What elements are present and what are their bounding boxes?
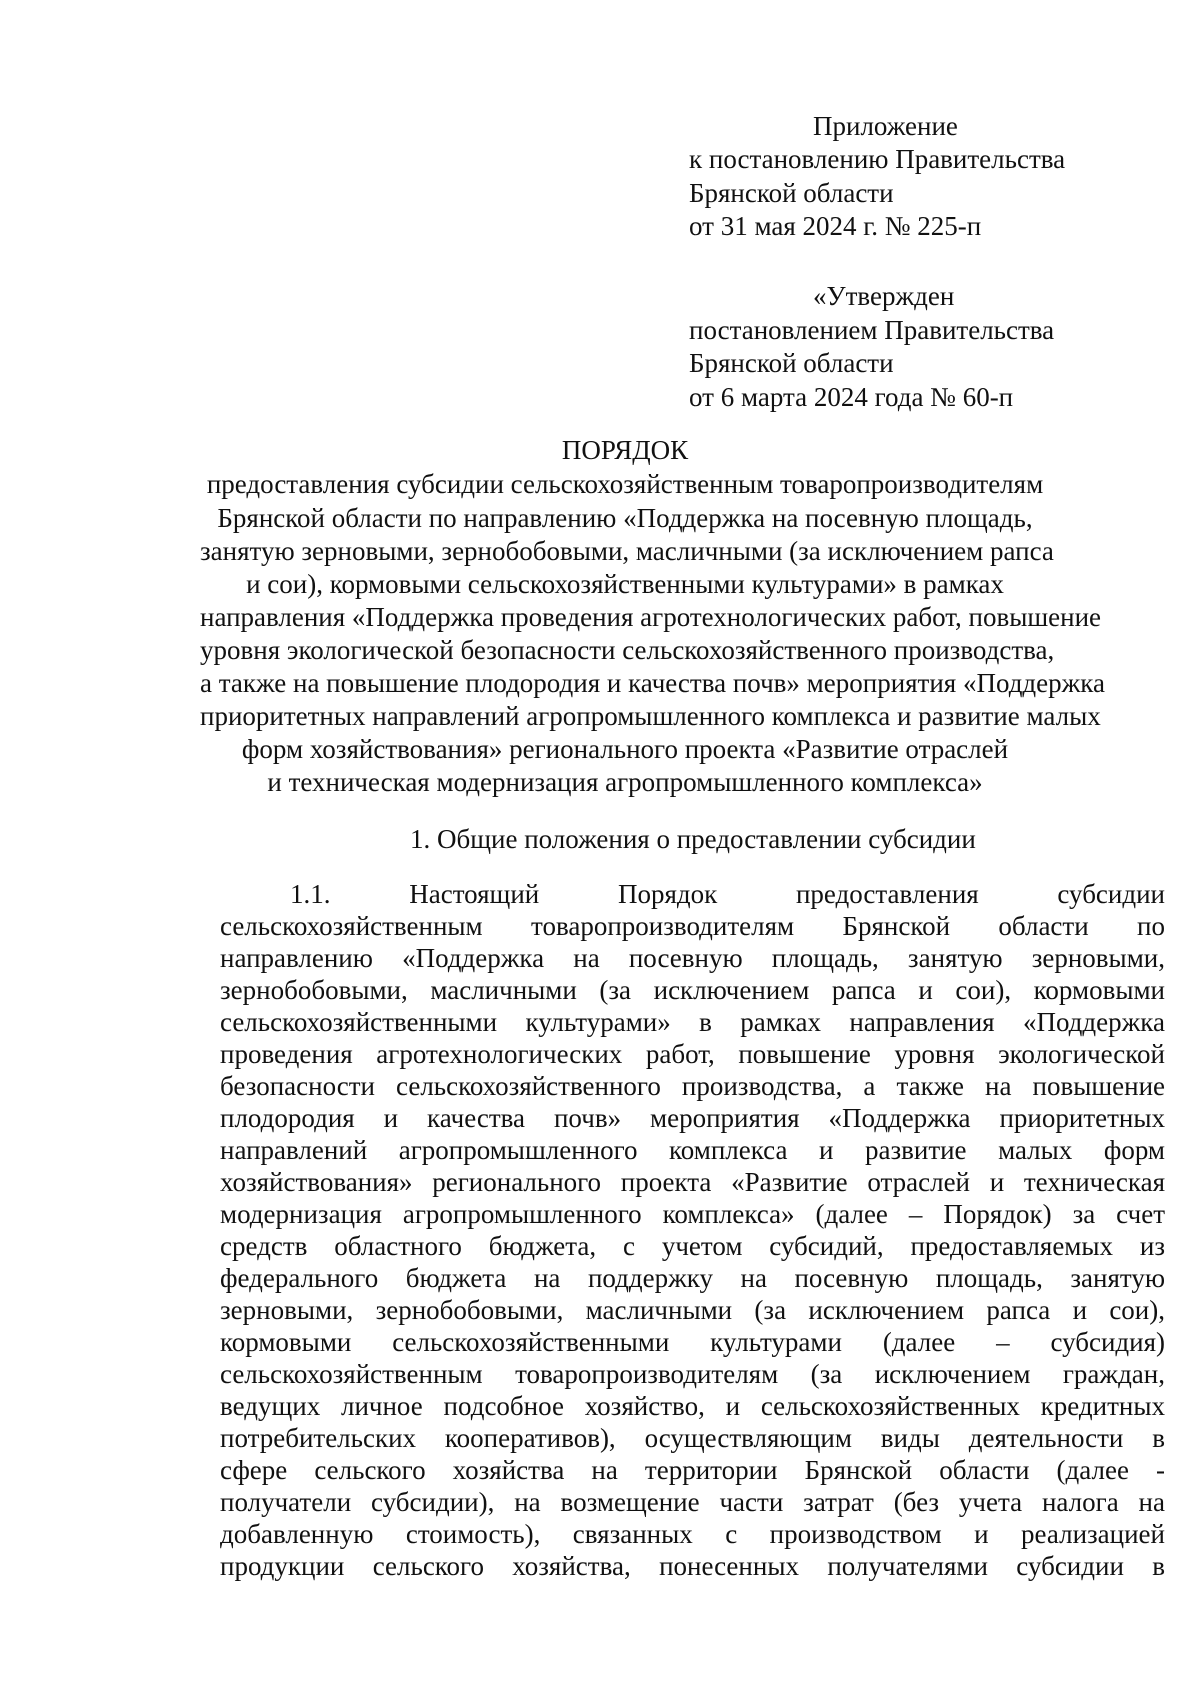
title-line: уровня экологической безопасности сельскохозяйственного производства, [200, 635, 1055, 665]
paragraph-line: зерновыми, зернобобовыми, масличными (за исключением рапса и сои), [220, 1295, 1165, 1325]
paragraph-line: ведущих личное подсобное хозяйство, и сельскохозяйственных кредитных [220, 1391, 1165, 1421]
paragraph-line: направлений агропромышленного комплекса и развитие малых форм [220, 1135, 1165, 1165]
paragraph-line: сельскохозяйственным товаропроизводителям (за исключением граждан, [220, 1359, 1165, 1389]
paragraph-line: кормовыми сельскохозяйственными культурами (далее – субсидия) [220, 1327, 1165, 1357]
title-line: Брянской области по направлению «Поддержка на посевную площадь, [217, 503, 1033, 533]
title-line: приоритетных направлений агропромышленного комплекса и развитие малых [200, 701, 1101, 731]
paragraph-line: модернизация агропромышленного комплекса» (далее – Порядок) за счет [220, 1199, 1165, 1229]
approved-line: постановлением Правительства [689, 315, 1055, 345]
paragraph-line: добавленную стоимость), связанных с производством и реализацией [220, 1519, 1165, 1549]
approved-line: Брянской области [689, 348, 894, 378]
paragraph-line: средств областного бюджета, с учетом субсидий, предоставляемых из [220, 1231, 1165, 1261]
approved-line: «Утвержден [813, 281, 955, 311]
paragraph-line: федерального бюджета на поддержку на посевную площадь, занятую [220, 1263, 1165, 1293]
paragraph-line: хозяйствования» регионального проекта «Развитие отраслей и техническая [220, 1167, 1165, 1197]
document-title: ПОРЯДОК [561, 435, 689, 465]
paragraph-line: получатели субсидии), на возмещение части затрат (без учета налога на [220, 1487, 1165, 1517]
paragraph-line: сельскохозяйственными культурами» в рамках направления «Поддержка [220, 1007, 1165, 1037]
paragraph-line: зернобобовыми, масличными (за исключением рапса и сои), кормовыми [220, 975, 1165, 1005]
title-line: форм хозяйствования» регионального проекта «Развитие отраслей [241, 734, 1009, 764]
title-line: и сои), кормовыми сельскохозяйственными культурами» в рамках [246, 569, 1004, 599]
title-line: занятую зерновыми, зернобобовыми, масличными (за исключением рапса [200, 536, 1054, 566]
appendix-line: от 31 мая 2024 г. № 225-п [689, 211, 982, 241]
paragraph-line: плодородия и качества почв» мероприятия «Поддержка приоритетных [220, 1103, 1165, 1133]
approved-line: от 6 марта 2024 года № 60-п [689, 382, 1014, 412]
title-line: и техническая модернизация агропромышленного комплекса» [267, 767, 983, 797]
paragraph-line: 1.1. Настоящий Порядок предоставления субсидии [290, 879, 1165, 909]
section-heading: 1. Общие положения о предоставлении субсидии [410, 824, 976, 854]
paragraph-line: сфере сельского хозяйства на территории Брянской области (далее - [220, 1455, 1165, 1485]
paragraph-line: проведения агротехнологических работ, повышение уровня экологической [220, 1039, 1165, 1069]
appendix-line: Приложение [813, 111, 958, 141]
paragraph-line: направлению «Поддержка на посевную площадь, занятую зерновыми, [220, 943, 1165, 973]
paragraph-line: сельскохозяйственным товаропроизводителям Брянской области по [220, 911, 1165, 941]
paragraph-line: безопасности сельскохозяйственного производства, а также на повышение [220, 1071, 1165, 1101]
paragraph-line: продукции сельского хозяйства, понесенных получателями субсидии в [220, 1551, 1165, 1581]
appendix-line: к постановлению Правительства [689, 144, 1066, 174]
title-line: а также на повышение плодородия и качества почв» мероприятия «Поддержка [200, 668, 1106, 698]
title-line: направления «Поддержка проведения агротехнологических работ, повышение [200, 602, 1102, 632]
appendix-line: Брянской области [689, 178, 894, 208]
paragraph-line: потребительских кооперативов), осуществляющим виды деятельности в [220, 1423, 1165, 1453]
title-line: предоставления субсидии сельскохозяйственным товаропроизводителям [206, 469, 1044, 499]
